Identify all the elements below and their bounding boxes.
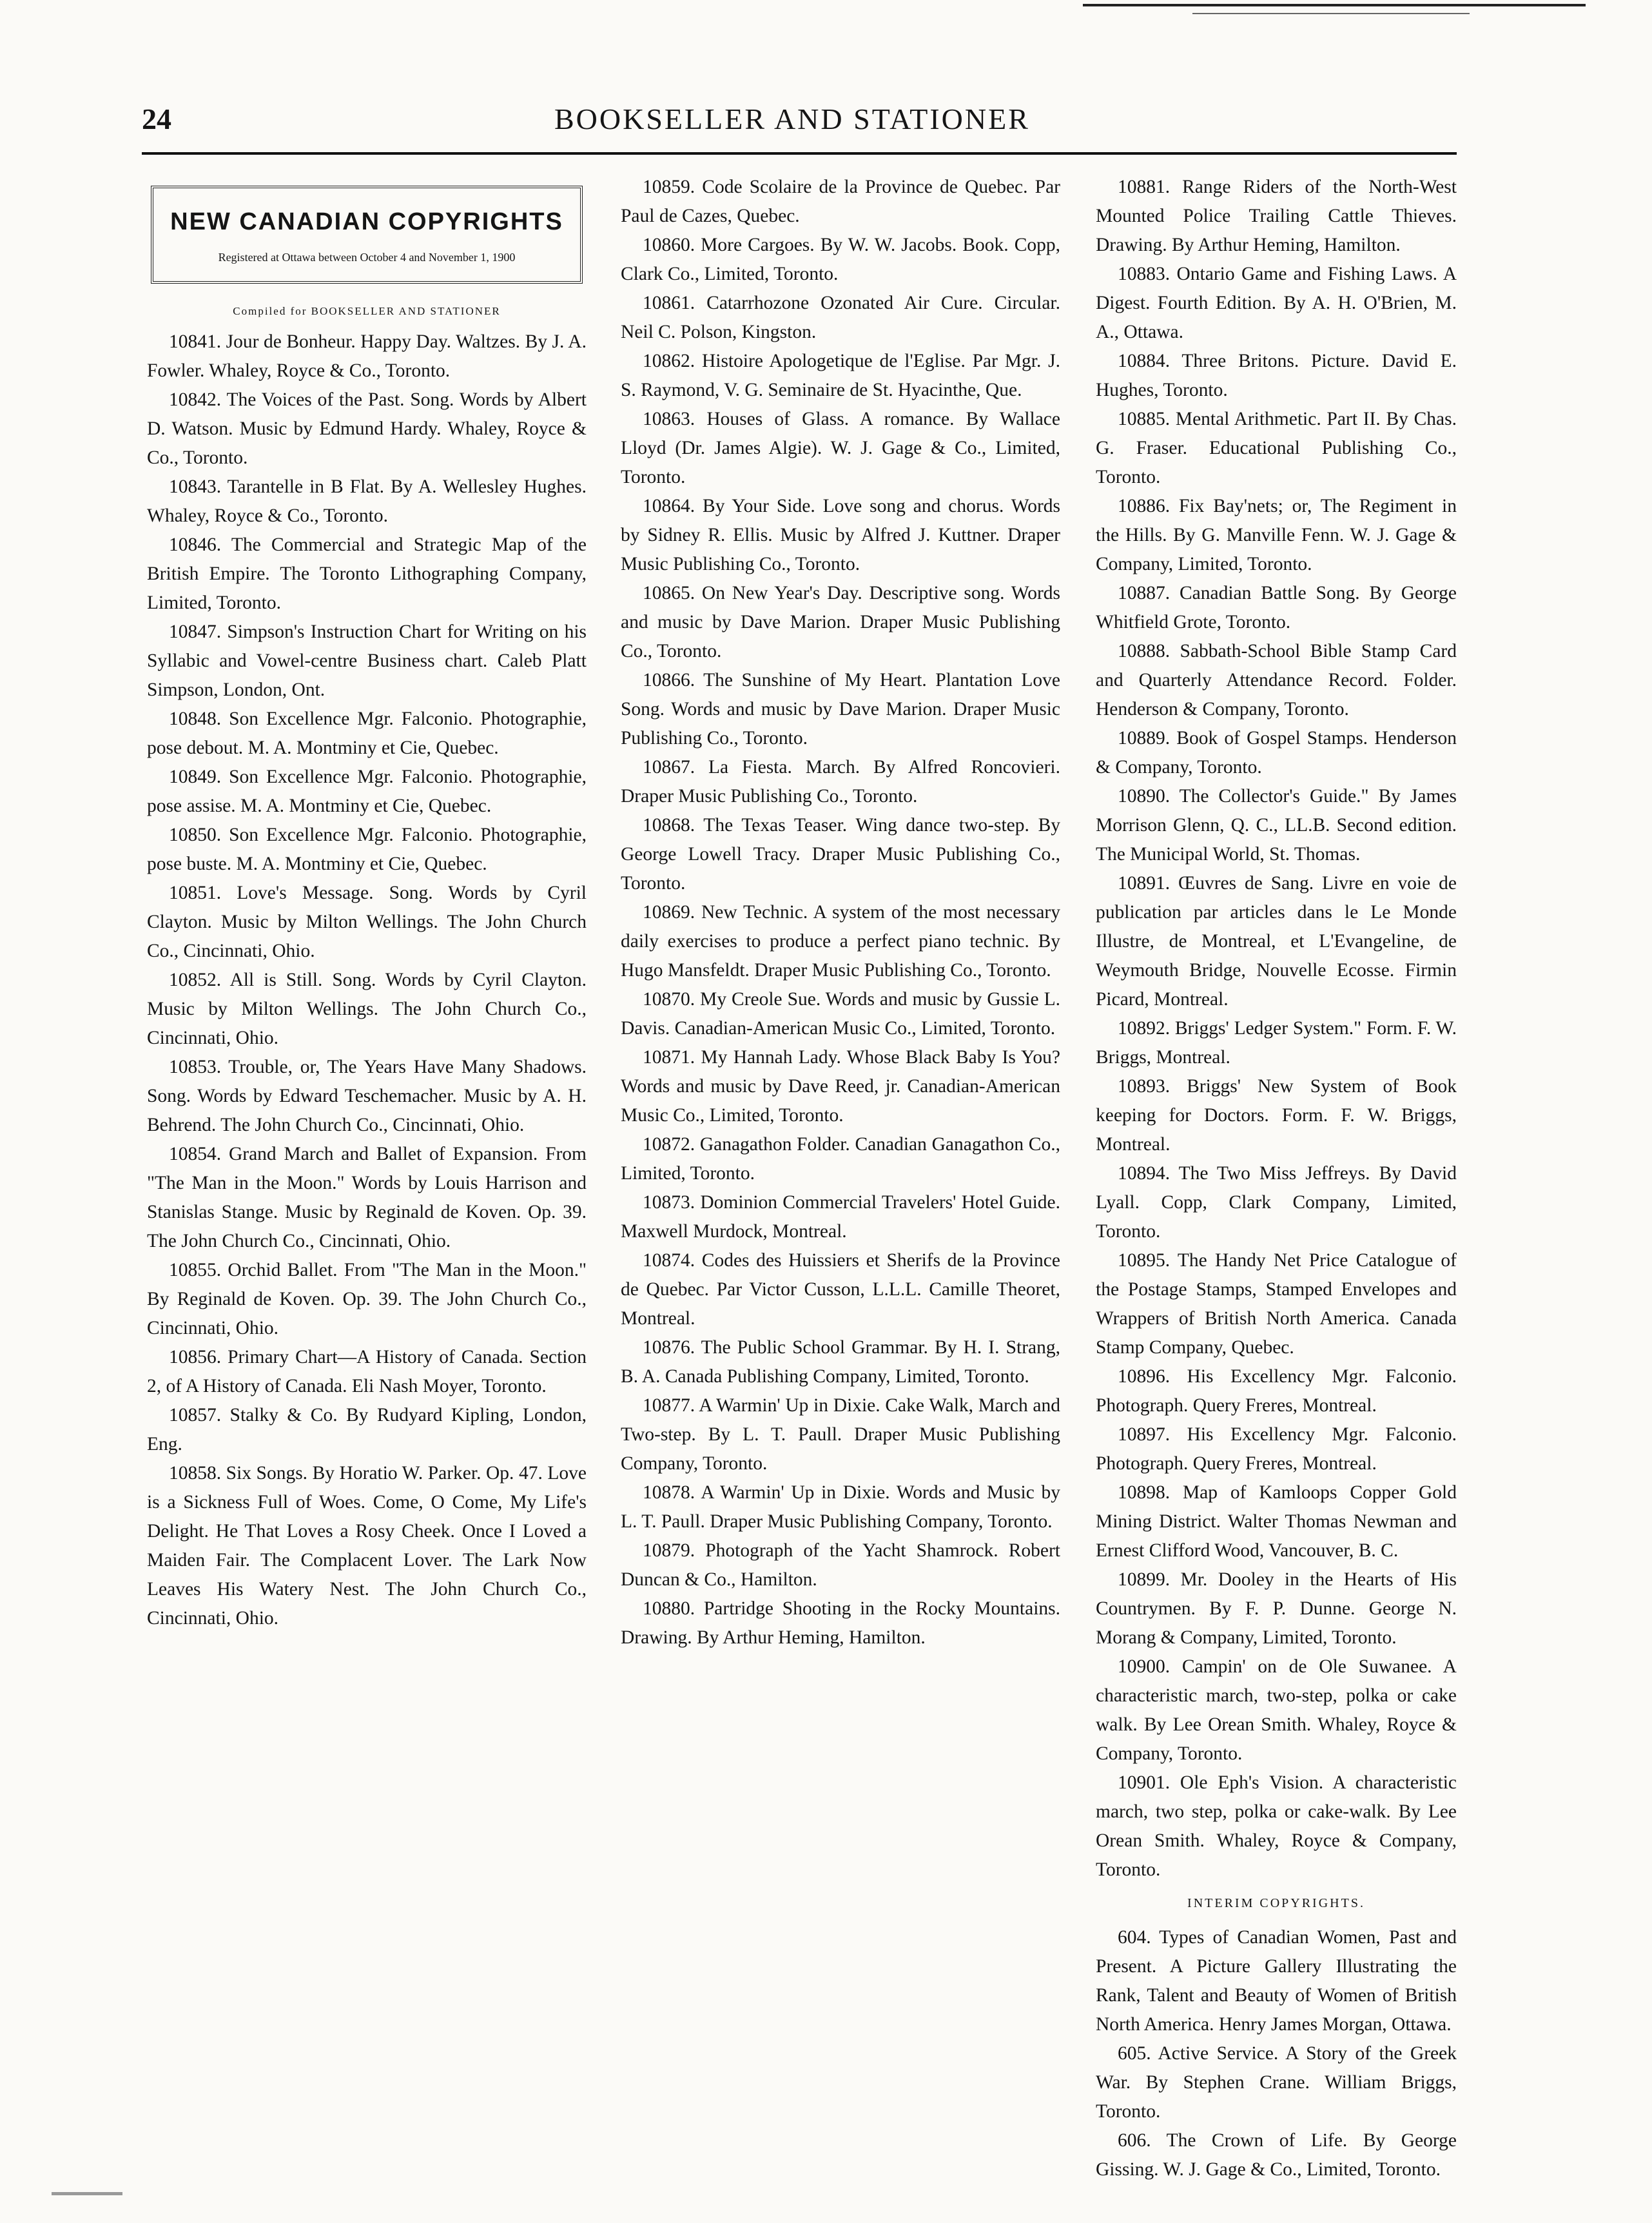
copyright-entry: 10873. Dominion Commercial Travelers' Hotel Guide. Maxwell Murdock, Montreal. xyxy=(621,1192,1060,1242)
copyright-entry: 10865. On New Year's Day. Descriptive song. Words and music by Dave Marion. Draper Music Publishing Co., Toronto. xyxy=(621,583,1060,661)
copyright-entry: 10889. Book of Gospel Stamps. Henderson & Company, Toronto. xyxy=(1096,728,1457,778)
copyright-entry: 10888. Sabbath-School Bible Stamp Card and Quarterly Attendance Record. Folder. Henderson & Company, Toronto. xyxy=(1096,641,1457,720)
copyright-entry: 10894. The Two Miss Jeffreys. By David Lyall. Copp, Clark Company, Limited, Toronto. xyxy=(1096,1163,1457,1242)
copyright-entry: 10851. Love's Message. Song. Words by Cyril Clayton. Music by Milton Wellings. The John Church Co., Cincinnati, Ohio. xyxy=(147,883,587,961)
column-3 xyxy=(1096,173,1457,2184)
interim-entry: 606. The Crown of Life. By George Gissing. W. J. Gage & Co., Limited, Toronto. xyxy=(1096,2130,1457,2180)
scan-artifact-line xyxy=(1192,13,1470,14)
copyright-entry: 10901. Ole Eph's Vision. A characteristic march, two step, polka or cake-walk. By Lee Orean Smith. Whaley, Royce & Company, Toronto. xyxy=(1096,1772,1457,1880)
copyright-entry: 10880. Partridge Shooting in the Rocky Mountains. Drawing. By Arthur Heming, Hamilton. xyxy=(621,1598,1060,1648)
copyright-entry: 10878. A Warmin' Up in Dixie. Words and Music by L. T. Paull. Draper Music Publishing Company, Toronto. xyxy=(621,1482,1060,1532)
copyright-entry: 10856. Primary Chart—A History of Canada. Section 2, of A History of Canada. Eli Nash Moyer, Toronto. xyxy=(147,1347,587,1396)
copyright-entry: 10879. Photograph of the Yacht Shamrock. Robert Duncan & Co., Hamilton. xyxy=(621,1540,1060,1590)
copyright-entry: 10887. Canadian Battle Song. By George Whitfield Grote, Toronto. xyxy=(1096,583,1457,632)
interim-heading: INTERIM COPYRIGHTS. xyxy=(1187,1896,1365,1910)
copyright-entry: 10866. The Sunshine of My Heart. Plantation Love Song. Words and music by Dave Marion. Draper Music Publishing Co., Toronto. xyxy=(621,670,1060,749)
copyright-entry: 10848. Son Excellence Mgr. Falconio. Photographie, pose debout. M. A. Montminy et Cie, Quebec. xyxy=(147,709,587,758)
column-1 xyxy=(147,173,587,1633)
compiled-note: Compiled for BOOKSELLER AND STATIONER xyxy=(233,305,501,317)
interim-entry: 604. Types of Canadian Women, Past and Present. A Picture Gallery Illustrating the Rank, Talent and Beauty of Women of British North America. Henry James Morgan, Ottawa. xyxy=(1096,1927,1457,2035)
copyright-entry: 10897. His Excellency Mgr. Falconio. Photograph. Query Freres, Montreal. xyxy=(1096,1424,1457,1474)
copyright-entry: 10843. Tarantelle in B Flat. By A. Wellesley Hughes. Whaley, Royce & Co., Toronto. xyxy=(147,476,587,526)
journal-title: BOOKSELLER AND STATIONER xyxy=(554,103,1030,135)
scan-artifact-mark xyxy=(52,2192,122,2195)
section-title-box xyxy=(151,186,583,284)
page-header xyxy=(142,102,1457,141)
copyright-entry: 10860. More Cargoes. By W. W. Jacobs. Book. Copp, Clark Co., Limited, Toronto. xyxy=(621,235,1060,284)
copyright-entry: 10841. Jour de Bonheur. Happy Day. Waltzes. By J. A. Fowler. Whaley, Royce & Co., Toronto. xyxy=(147,331,587,381)
copyright-entry: 10896. His Excellency Mgr. Falconio. Photograph. Query Freres, Montreal. xyxy=(1096,1366,1457,1416)
header-rule xyxy=(142,152,1457,155)
copyright-entry: 10872. Ganagathon Folder. Canadian Ganagathon Co., Limited, Toronto. xyxy=(621,1134,1060,1184)
copyright-entry: 10847. Simpson's Instruction Chart for Writing on his Syllabic and Vowel-centre Business chart. Caleb Platt Simpson, London, Ont. xyxy=(147,622,587,700)
copyright-entry: 10867. La Fiesta. March. By Alfred Roncovieri. Draper Music Publishing Co., Toronto. xyxy=(621,757,1060,807)
scan-artifact-line xyxy=(1083,4,1586,6)
copyright-entry: 10898. Map of Kamloops Copper Gold Mining District. Walter Thomas Newman and Ernest Clifford Wood, Vancouver, B. C. xyxy=(1096,1482,1457,1561)
copyright-entry: 10892. Briggs' Ledger System." Form. F. W. Briggs, Montreal. xyxy=(1096,1018,1457,1068)
copyright-entry: 10853. Trouble, or, The Years Have Many Shadows. Song. Words by Edward Teschemacher. Music by A. H. Behrend. The John Church Co., Cincinnati, Ohio. xyxy=(147,1057,587,1135)
copyright-entry: 10861. Catarrhozone Ozonated Air Cure. Circular. Neil C. Polson, Kingston. xyxy=(621,293,1060,342)
copyright-entry: 10885. Mental Arithmetic. Part II. By Chas. G. Fraser. Educational Publishing Co., Toronto. xyxy=(1096,409,1457,487)
copyright-entry: 10858. Six Songs. By Horatio W. Parker. Op. 47. Love is a Sickness Full of Woes. Come, O Come, My Life's Delight. He That Loves a Rosy Cheek. Once I Loved a Maiden Fair. The Complacent Lover. The Lark Now Leaves His Watery Nest. The John Church Co., Cincinnati, Ohio. xyxy=(147,1463,587,1629)
page-number: 24 xyxy=(142,103,171,135)
copyright-entry: 10863. Houses of Glass. A romance. By Wallace Lloyd (Dr. James Algie). W. J. Gage & Co., Limited, Toronto. xyxy=(621,409,1060,487)
copyright-entry: 10883. Ontario Game and Fishing Laws. A Digest. Fourth Edition. By A. H. O'Brien, M. A., Ottawa. xyxy=(1096,264,1457,342)
copyright-entry: 10871. My Hannah Lady. Whose Black Baby Is You? Words and music by Dave Reed, jr. Canadian-American Music Co., Limited, Toronto. xyxy=(621,1047,1060,1126)
copyright-entry: 10877. A Warmin' Up in Dixie. Cake Walk, March and Two-step. By L. T. Paull. Draper Music Publishing Company, Toronto. xyxy=(621,1395,1060,1474)
copyright-entry: 10850. Son Excellence Mgr. Falconio. Photographie, pose buste. M. A. Montminy et Cie, Quebec. xyxy=(147,825,587,874)
copyright-entry: 10890. The Collector's Guide." By James Morrison Glenn, Q. C., LL.B. Second edition. The Municipal World, St. Thomas. xyxy=(1096,786,1457,865)
copyright-entry: 10881. Range Riders of the North-West Mounted Police Trailing Cattle Thieves. Drawing. By Arthur Heming, Hamilton. xyxy=(1096,177,1457,255)
copyright-entry: 10852. All is Still. Song. Words by Cyril Clayton. Music by Milton Wellings. The John Church Co., Cincinnati, Ohio. xyxy=(147,970,587,1048)
section-title: NEW CANADIAN COPYRIGHTS xyxy=(170,208,563,235)
interim-entry: 605. Active Service. A Story of the Greek War. By Stephen Crane. William Briggs, Toronto. xyxy=(1096,2043,1457,2122)
copyright-entry: 10857. Stalky & Co. By Rudyard Kipling, London, Eng. xyxy=(147,1405,587,1454)
copyright-entry: 10869. New Technic. A system of the most necessary daily exercises to produce a perfect piano technic. By Hugo Mansfeldt. Draper Music Publishing Co., Toronto. xyxy=(621,902,1060,981)
copyright-entry: 10876. The Public School Grammar. By H. I. Strang, B. A. Canada Publishing Company, Limited, Toronto. xyxy=(621,1337,1060,1387)
copyright-entry: 10849. Son Excellence Mgr. Falconio. Photographie, pose assise. M. A. Montminy et Cie, Quebec. xyxy=(147,767,587,816)
copyright-entry: 10893. Briggs' New System of Book keeping for Doctors. Form. F. W. Briggs, Montreal. xyxy=(1096,1076,1457,1155)
copyright-entry: 10895. The Handy Net Price Catalogue of the Postage Stamps, Stamped Envelopes and Wrappers of British North America. Canada Stamp Company, Quebec. xyxy=(1096,1250,1457,1358)
copyright-entry: 10854. Grand March and Ballet of Expansion. From "The Man in the Moon." Words by Louis Harrison and Stanislas Stange. Music by Reginald de Koven. Op. 39. The John Church Co., Cincinnati, Ohio. xyxy=(147,1144,587,1251)
copyright-entry: 10874. Codes des Huissiers et Sherifs de la Province de Quebec. Par Victor Cusson, L.L.L. Camille Theoret, Montreal. xyxy=(621,1250,1060,1329)
copyright-entry: 10859. Code Scolaire de la Province de Quebec. Par Paul de Cazes, Quebec. xyxy=(621,177,1060,226)
copyright-entry: 10842. The Voices of the Past. Song. Words by Albert D. Watson. Music by Edmund Hardy. Whaley, Royce & Co., Toronto. xyxy=(147,389,587,468)
copyright-entry: 10899. Mr. Dooley in the Hearts of His Countrymen. By F. P. Dunne. George N. Morang & Company, Limited, Toronto. xyxy=(1096,1569,1457,1648)
copyright-entry: 10864. By Your Side. Love song and chorus. Words by Sidney R. Ellis. Music by Alfred J. Kuttner. Draper Music Publishing Co., Toronto. xyxy=(621,496,1060,574)
copyright-entry: 10870. My Creole Sue. Words and music by Gussie L. Davis. Canadian-American Music Co., Limited, Toronto. xyxy=(621,989,1060,1039)
copyright-entry: 10868. The Texas Teaser. Wing dance two-step. By George Lowell Tracy. Draper Music Publishing Co., Toronto. xyxy=(621,815,1060,894)
column-2 xyxy=(621,173,1060,1652)
copyright-entry: 10886. Fix Bay'nets; or, The Regiment in the Hills. By G. Manville Fenn. W. J. Gage & Company, Limited, Toronto. xyxy=(1096,496,1457,574)
copyright-entry: 10855. Orchid Ballet. From "The Man in the Moon." By Reginald de Koven. Op. 39. The John Church Co., Cincinnati, Ohio. xyxy=(147,1260,587,1338)
copyright-entry: 10862. Histoire Apologetique de l'Eglise. Par Mgr. J. S. Raymond, V. G. Seminaire de St. Hyacinthe, Que. xyxy=(621,351,1060,400)
section-subtitle: Registered at Ottawa between October 4 and November 1, 1900 xyxy=(218,251,516,264)
copyright-entry: 10884. Three Britons. Picture. David E. Hughes, Toronto. xyxy=(1096,351,1457,400)
copyright-entry: 10900. Campin' on de Ole Suwanee. A characteristic march, two-step, polka or cake walk. By Lee Orean Smith. Whaley, Royce & Company, Toronto. xyxy=(1096,1656,1457,1764)
copyright-entry: 10846. The Commercial and Strategic Map of the British Empire. The Toronto Lithographing Company, Limited, Toronto. xyxy=(147,534,587,613)
copyright-entry: 10891. Œuvres de Sang. Livre en voie de publication par articles dans le Le Monde Illustre, de Montreal, et L'Evangeline, de Weymouth Bridge, Nouvelle Ecosse. Firmin Picard, Montreal. xyxy=(1096,873,1457,1010)
